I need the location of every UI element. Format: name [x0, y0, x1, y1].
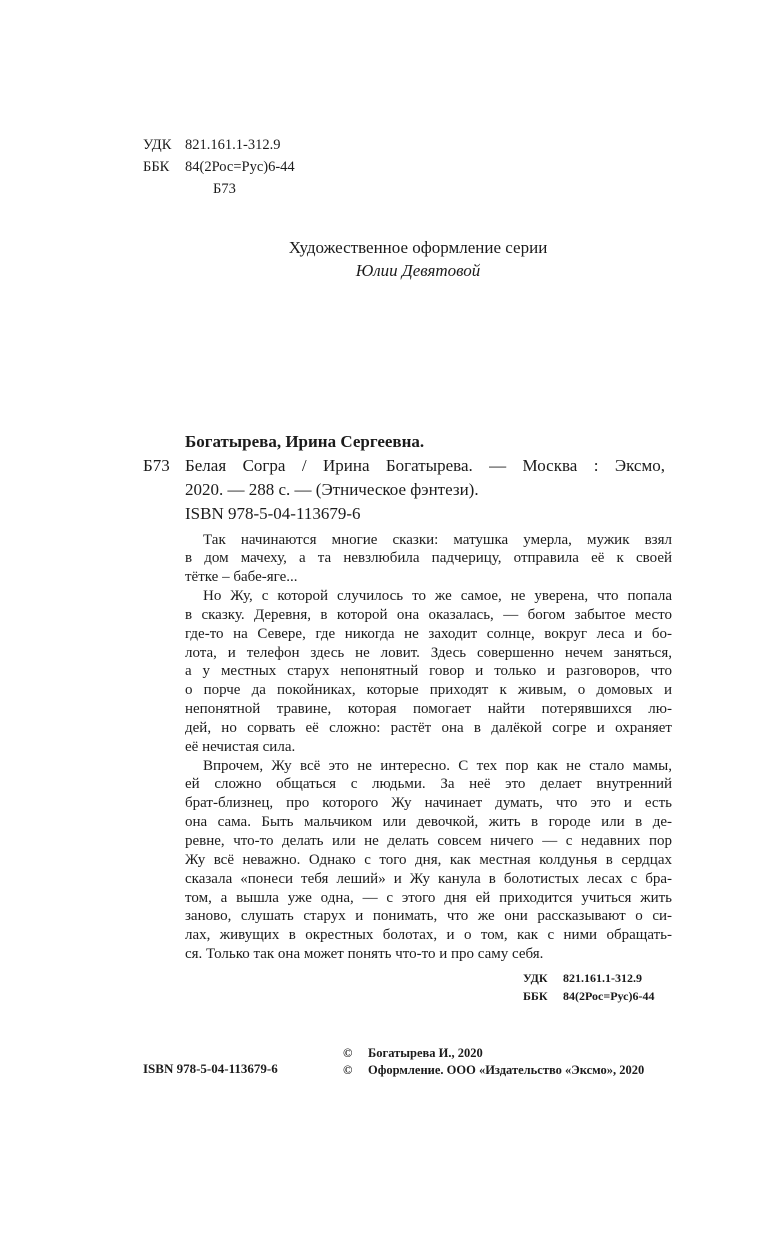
copyright-line — [343, 1045, 644, 1062]
imprint-line: 2020. — 288 с. — (Этническое фэнтези). — [185, 480, 479, 499]
catalog-indices-small — [523, 969, 654, 1005]
bbk-label: ББК — [143, 159, 170, 175]
annotation-line: лота, и телефон здесь не ловит. Здесь совершенно нечем заняться, — [185, 644, 672, 661]
annotation-line: Впрочем, Жу всё это не интересно. С тех пор как не стало мамы, — [203, 757, 672, 774]
title-line: Белая Согра / Ирина Богатырева. — Москва : Эксмо, — [185, 456, 665, 475]
udk-value: 821.161.1-312.9 — [185, 137, 281, 153]
series-design-credit — [143, 236, 693, 282]
author-heading: Богатырева, Ирина Сергеевна. — [185, 432, 425, 451]
annotation-line: она сама. Быть мальчиком или девочкой, жить в городе или в де- — [185, 814, 672, 831]
annotation-line: непонятной травине, которая помогает найти потерявшихся лю- — [185, 701, 672, 718]
annotation-line: где-то на Севере, где никогда не заходит солнце, вокруг леса и бо- — [185, 625, 672, 642]
copyright-icon: © — [343, 1046, 353, 1060]
annotation-line: Жу всё неважно. Однако с того дня, как местная колдунья в сердцах — [185, 851, 672, 868]
footer-isbn: ISBN 978-5-04-113679-6 — [143, 1061, 278, 1076]
udk-row — [143, 134, 295, 156]
bbk-value: 84(2Рос=Рус)6-44 — [185, 159, 295, 175]
copyright-line — [343, 1062, 644, 1079]
annotation-line: Так начинаются многие сказки: матушка умерла, мужик взял — [203, 531, 672, 548]
annotation-paragraph — [185, 757, 672, 964]
annotation-line: заново, слушать старух и понимать, что же они рассказывают о си- — [185, 908, 672, 925]
bbk-row — [143, 156, 295, 178]
annotation-line: тётке – бабе-яге... — [185, 569, 298, 586]
copyright-text: Оформление. ООО «Издательство «Эксмо», 2020 — [368, 1063, 645, 1077]
copyright-icon: © — [343, 1063, 353, 1077]
annotation-line: ся. Только так она может понять что-то и про саму себя. — [185, 946, 544, 963]
annotation-line: ревне, что-то делать или не делать совсем ничего — с недавних пор — [185, 833, 672, 849]
annotation-line: лах, живущих в окрестных болотах, и о том, как с ними обращать- — [185, 927, 672, 944]
bbk-value-small: 84(2Рос=Рус)6-44 — [563, 989, 655, 1003]
bibliographic-record — [143, 430, 673, 526]
annotation-line: о порче да покойниках, которые приходят к живым, о домовых и — [185, 682, 672, 699]
annotation-line: брат-близнец, про которого Жу начинает думать, что это и есть — [185, 795, 672, 812]
author-mark: Б73 — [213, 181, 236, 197]
annotation-line: дей, но сорвать её сложно: растёт она в далёкой согре и охраняет — [185, 719, 672, 736]
annotation-line: в дом мачеху, а та невзлюбила падчерицу, отправила её к своей — [185, 550, 672, 567]
annotation-line: а у местных старух непонятный говор и только и разговоров, что — [185, 663, 672, 680]
annotation-line: сказала «понеси тебя леший» и Жу канула в болотистых лесах с бра- — [185, 870, 672, 887]
annotation-line: в сказку. Деревня, в которой она оказалась, — богом забытое место — [185, 606, 672, 623]
annotation-line: ей сложно общаться с людьми. За неё это делает внутренний — [185, 776, 672, 793]
copyright-notices — [343, 1045, 644, 1079]
bbk-label-small: ББК — [523, 989, 548, 1003]
record-isbn: ISBN 978-5-04-113679-6 — [185, 504, 361, 523]
annotation-line: её нечистая сила. — [185, 738, 296, 755]
series-design-caption: Художественное оформление серии — [288, 238, 548, 257]
record-author-mark: Б73 — [143, 456, 170, 475]
annotation-paragraph — [185, 587, 672, 757]
annotation — [185, 531, 672, 964]
annotation-paragraph — [185, 531, 672, 588]
annotation-line: том, а вышла уже одна, — с этого дня ей приходится учиться жить — [185, 889, 672, 906]
catalog-indices — [143, 134, 295, 200]
series-designer-name: Юлии Девятовой — [355, 261, 481, 280]
annotation-line: Но Жу, с которой случилось то же самое, не уверена, что попала — [203, 588, 672, 605]
udk-value-small: 821.161.1-312.9 — [563, 971, 642, 985]
title-row — [143, 454, 673, 478]
copyright-text: Богатырева И., 2020 — [368, 1046, 483, 1060]
udk-label-small: УДК — [523, 971, 548, 985]
bbk-row-small — [523, 987, 654, 1005]
udk-label: УДК — [143, 137, 172, 153]
udk-row-small — [523, 969, 654, 987]
